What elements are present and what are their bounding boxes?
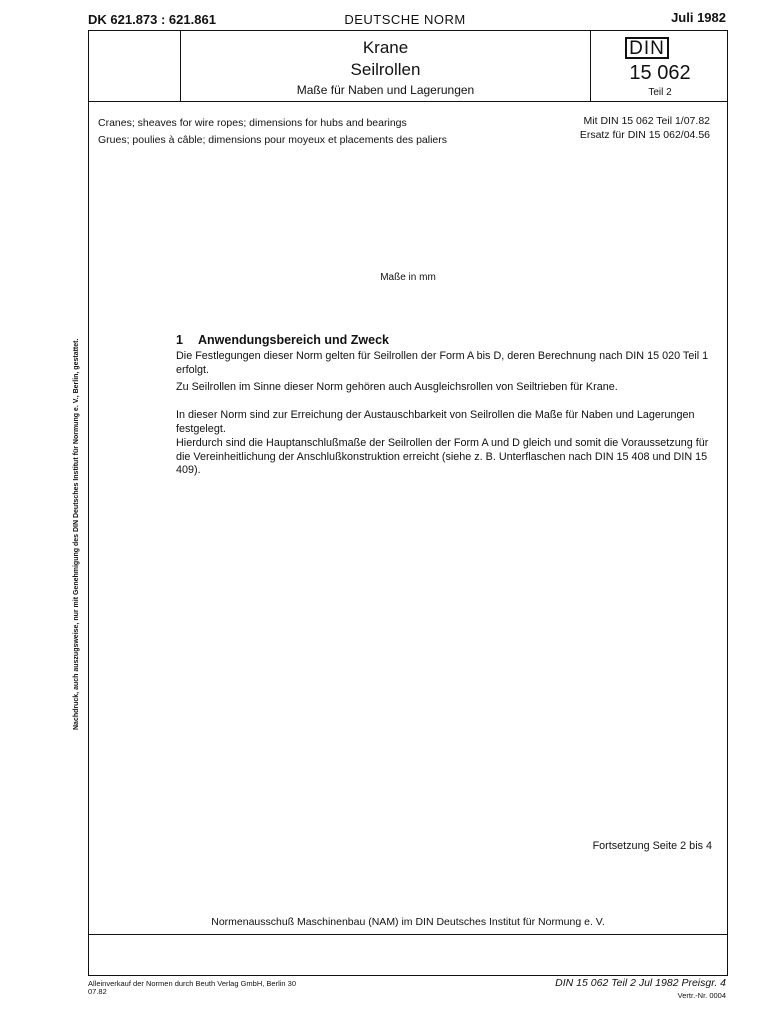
paragraph: Hierdurch sind die Hauptanschlußmaße der Seilrollen der Form A und D gleich und somit die Voraussetzung für die Vereinheitlichung der Anschlußkonstruktion erreicht (siehe z. B. Unterflaschen nach DIN 15 408 und DIN 15 409).	[176, 437, 709, 476]
replacement-note-2: Ersatz für DIN 15 062/04.56	[579, 129, 710, 141]
section-title: Anwendungsbereich und Zweck	[198, 333, 389, 347]
translation-english: Cranes; sheaves for wire ropes; dimensions for hubs and bearings	[98, 117, 407, 129]
print-code: 07.82	[88, 987, 107, 996]
din-part: Teil 2	[648, 87, 672, 98]
deutsche-norm-label: DEUTSCHE NORM	[344, 12, 466, 27]
title-divider-right	[590, 30, 591, 102]
vertrieb-number: Vertr.-Nr. 0004	[677, 991, 726, 1000]
din-logo: DIN	[625, 37, 669, 59]
section-number: 1	[176, 333, 183, 347]
paragraph: In dieser Norm sind zur Erreichung der Austauschbarkeit von Seilrollen die Maße für Naben und Lagerungen festgelegt.	[176, 409, 695, 435]
translation-french: Grues; poulies à câble; dimensions pour moyeux et placements des paliers	[98, 134, 448, 146]
page-frame	[88, 30, 728, 976]
committee-note: Normenausschuß Maschinenbau (NAM) im DIN Deutsches Institut für Normung e. V.	[211, 916, 605, 928]
title-subtitle: Maße für Naben und Lagerungen	[296, 83, 475, 97]
issue-date: Juli 1982	[671, 10, 726, 25]
units-note: Maße in mm	[380, 272, 436, 283]
din-number: 15 062	[629, 62, 691, 84]
continuation-note: Fortsetzung Seite 2 bis 4	[592, 840, 712, 852]
footer-reference: DIN 15 062 Teil 2 Jul 1982 Preisgr. 4	[555, 977, 726, 989]
replacement-note-1: Mit DIN 15 062 Teil 1/07.82	[583, 115, 710, 127]
seller-note: Alleinverkauf der Normen durch Beuth Verlag GmbH, Berlin 30	[88, 979, 297, 988]
title-line-2: Seilrollen	[350, 60, 421, 79]
footer-divider	[88, 934, 728, 935]
reprint-notice: Nachdruck, auch auszugsweise, nur mit Genehmigung des DIN Deutsches Institut für Normung e. V., Berlin, gestattet.	[73, 338, 80, 730]
title-line-1: Krane	[362, 38, 409, 57]
paragraph: Die Festlegungen dieser Norm gelten für Seilrollen der Form A bis D, deren Berechnung nach DIN 15 020 Teil 1 erfolgt.	[176, 350, 709, 376]
dk-classification: DK 621.873 : 621.861	[88, 12, 216, 27]
paragraph: Zu Seilrollen im Sinne dieser Norm gehören auch Ausgleichsrollen von Seiltrieben für Krane.	[176, 381, 618, 393]
